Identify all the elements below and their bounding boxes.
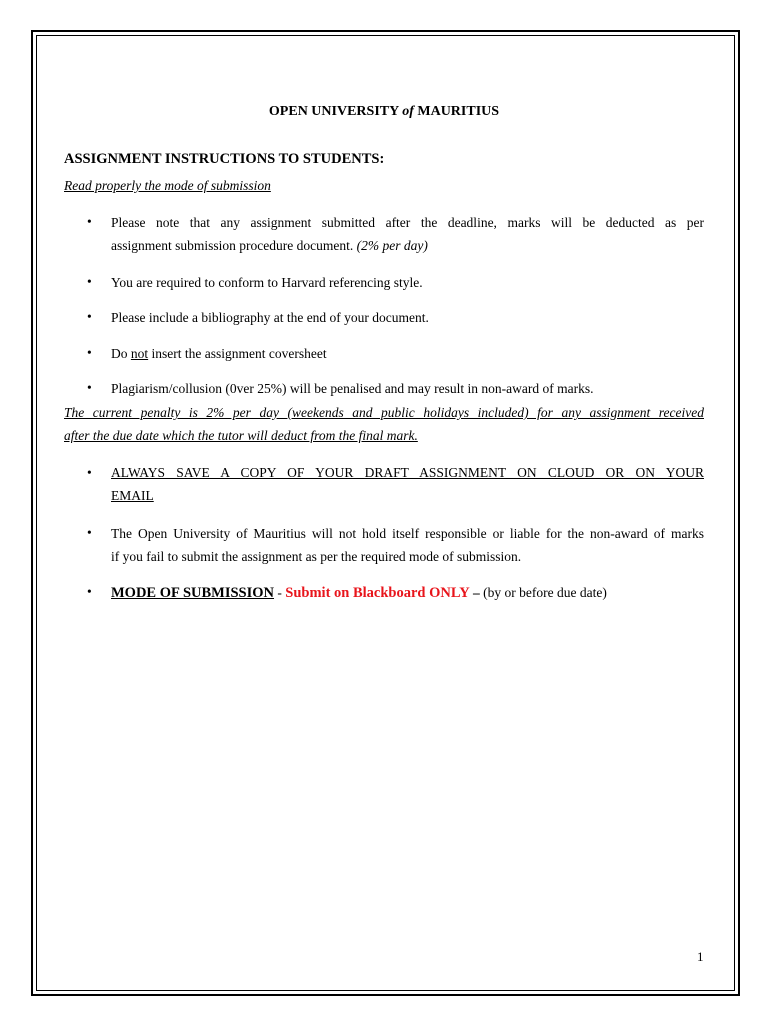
list-item-coversheet: Do not insert the assignment coversheet bbox=[111, 346, 327, 361]
list-item-mode-of-submission: MODE OF SUBMISSION - Submit on Blackboard ONLY – (by or before due date) bbox=[111, 585, 607, 601]
bullet-marker: • bbox=[87, 274, 92, 289]
page-number: 1 bbox=[697, 949, 704, 964]
penalty-note: The current penalty is 2% per day (weekends and public holidays included) for any assignment received after the due date which the tutor will deduct from the final mark. bbox=[64, 405, 704, 443]
list-item-liability: The Open University of Mauritius will not hold itself responsible or liable for the non-award of marks if you fail to submit the assignment as per the required mode of submission. bbox=[111, 526, 704, 564]
bullet-marker: • bbox=[87, 309, 92, 324]
bullet-marker: • bbox=[87, 214, 92, 229]
bullet-marker: • bbox=[87, 525, 92, 540]
bullet-marker: • bbox=[87, 345, 92, 360]
list-item-harvard: You are required to conform to Harvard referencing style. bbox=[111, 275, 423, 290]
bullet-marker: • bbox=[87, 380, 92, 395]
list-item-save-copy: ALWAYS SAVE A COPY OF YOUR DRAFT ASSIGNMENT ON CLOUD OR ON YOUR EMAIL bbox=[111, 465, 704, 503]
list-item-deadline: Please note that any assignment submitted after the deadline, marks will be deducted as per assignment submission procedure document. (2% per day) bbox=[111, 215, 704, 253]
list-item-plagiarism: Plagiarism/collusion (0ver 25%) will be penalised and may result in non-award of marks. bbox=[111, 381, 594, 396]
document-title: OPEN UNIVERSITY of MAURITIUS bbox=[268, 104, 500, 119]
bullet-marker: • bbox=[87, 465, 92, 480]
list-item-bibliography: Please include a bibliography at the end of your document. bbox=[111, 310, 429, 325]
section-subheading: Read properly the mode of submission bbox=[64, 178, 271, 193]
bullet-marker: • bbox=[87, 584, 92, 599]
section-heading: ASSIGNMENT INSTRUCTIONS TO STUDENTS: bbox=[64, 151, 385, 167]
